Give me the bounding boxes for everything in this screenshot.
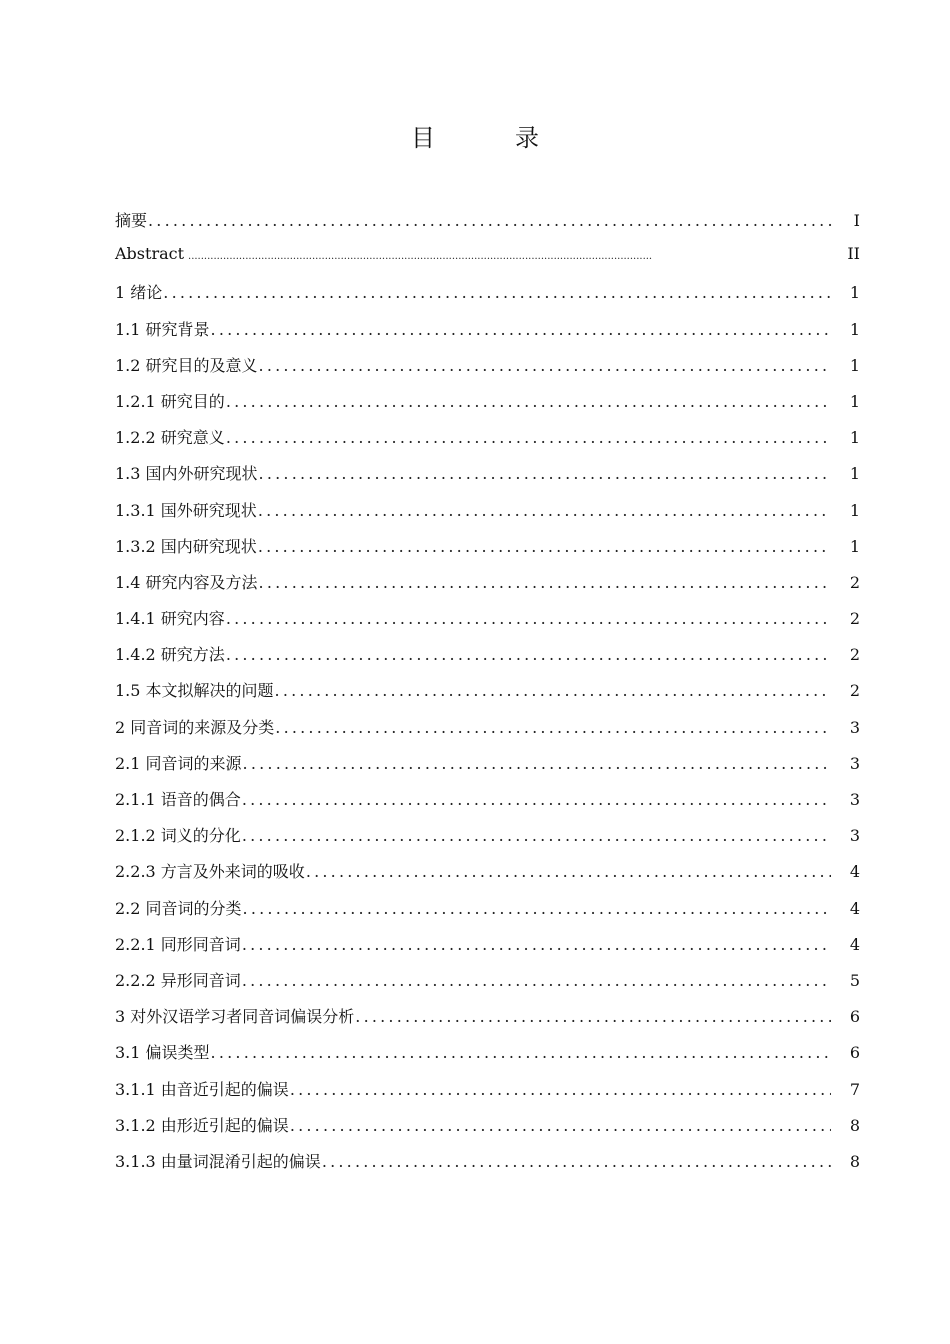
toc-entry-label: 1.3.1 国外研究现状: [115, 500, 257, 520]
toc-entry[interactable]: [115, 1040, 860, 1076]
dot-leader: [188, 251, 834, 262]
toc-list: [115, 208, 860, 1185]
toc-entry-page: 8: [849, 1151, 860, 1171]
dot-leader: [322, 1152, 831, 1171]
toc-entry[interactable]: [115, 642, 860, 678]
toc-entry-page: 2: [849, 645, 860, 665]
toc-entry-label: 2.1.2 词义的分化: [115, 826, 241, 846]
toc-entry[interactable]: [115, 208, 860, 244]
dot-leader: [242, 971, 831, 990]
toc-entry-label: 2.1 同音词的来源: [115, 753, 242, 773]
toc-entry-label: 1.2 研究目的及意义: [115, 355, 258, 375]
toc-entry-page: 1: [849, 283, 860, 303]
dot-leader: [258, 501, 831, 520]
toc-entry-page: 2: [849, 609, 860, 629]
toc-title: 目 录: [411, 124, 567, 152]
toc-entry[interactable]: [115, 1149, 860, 1185]
toc-entry-page: 4: [849, 862, 860, 882]
toc-entry[interactable]: [115, 570, 860, 606]
dot-leader: [242, 790, 831, 809]
toc-entry-label: 1.2.1 研究目的: [115, 391, 225, 411]
toc-entry-label: 1.5 本文拟解决的问题: [115, 681, 274, 701]
toc-entry-page: 1: [849, 428, 860, 448]
toc-entry-label: 1.4 研究内容及方法: [115, 572, 258, 592]
toc-entry-label: 3.1.1 由音近引起的偏误: [115, 1079, 289, 1099]
toc-entry-label: 1 绪论: [115, 283, 163, 303]
dot-leader: [243, 754, 831, 773]
toc-entry[interactable]: [115, 280, 860, 316]
toc-entry-label: 1.4.2 研究方法: [115, 645, 225, 665]
toc-entry-label: 1.4.1 研究内容: [115, 609, 225, 629]
dot-leader: [163, 283, 831, 302]
toc-entry-page: 4: [849, 934, 860, 954]
toc-entry-label: 1.1 研究背景: [115, 319, 210, 339]
toc-entry-label: 2.2.3 方言及外来词的吸收: [115, 862, 305, 882]
dot-leader: [275, 718, 831, 737]
toc-entry[interactable]: [115, 498, 860, 534]
toc-entry[interactable]: [115, 787, 860, 823]
toc-entry-page: 1: [849, 536, 860, 556]
toc-entry[interactable]: [115, 751, 860, 787]
toc-entry[interactable]: [115, 1077, 860, 1113]
dot-leader: [259, 356, 831, 375]
toc-entry[interactable]: [115, 1113, 860, 1149]
toc-entry-label: 2.2.2 异形同音词: [115, 970, 241, 990]
toc-entry-page: 2: [849, 681, 860, 701]
dot-leader: [306, 862, 831, 881]
toc-entry-label: 2.2.1 同形同音词: [115, 934, 241, 954]
toc-entry-label: 3.1.2 由形近引起的偏误: [115, 1115, 289, 1135]
toc-entry-label: 1.2.2 研究意义: [115, 428, 225, 448]
toc-entry[interactable]: [115, 606, 860, 642]
toc-entry-page: 1: [849, 500, 860, 520]
dot-leader: [242, 935, 831, 954]
dot-leader: [259, 573, 831, 592]
toc-entry[interactable]: [115, 678, 860, 714]
toc-entry[interactable]: [115, 244, 860, 280]
toc-entry-label: 2.2 同音词的分类: [115, 898, 242, 918]
toc-entry[interactable]: [115, 317, 860, 353]
dot-leader: [226, 392, 831, 411]
toc-entry[interactable]: [115, 823, 860, 859]
toc-entry[interactable]: [115, 534, 860, 570]
toc-entry[interactable]: [115, 1004, 860, 1040]
toc-entry-page: 2: [849, 572, 860, 592]
toc-entry[interactable]: [115, 896, 860, 932]
toc-entry-page: II: [847, 244, 860, 264]
toc-entry-label: 3 对外汉语学习者同音词偏误分析: [115, 1007, 355, 1027]
toc-entry[interactable]: [115, 353, 860, 389]
toc-entry-page: 1: [849, 319, 860, 339]
toc-entry-page: 6: [849, 1007, 860, 1027]
toc-entry-label: Abstract: [115, 244, 185, 264]
toc-entry-page: 3: [849, 717, 860, 737]
toc-entry-page: 4: [849, 898, 860, 918]
dot-leader: [226, 645, 831, 664]
toc-entry[interactable]: [115, 932, 860, 968]
toc-entry-page: 3: [849, 753, 860, 773]
dot-leader: [226, 428, 831, 447]
toc-entry[interactable]: [115, 389, 860, 425]
toc-entry-page: 3: [849, 826, 860, 846]
toc-entry-page: 1: [849, 391, 860, 411]
dot-leader: [211, 320, 831, 339]
toc-entry-label: 2.1.1 语音的偶合: [115, 790, 241, 809]
dot-leader: [243, 899, 831, 918]
toc-entry-page: 1: [849, 464, 860, 484]
toc-entry-label: 2 同音词的来源及分类: [115, 717, 275, 737]
toc-entry-label: 1.3 国内外研究现状: [115, 464, 258, 484]
dot-leader: [258, 537, 831, 556]
dot-leader: [242, 826, 831, 845]
toc-entry[interactable]: [115, 859, 860, 895]
toc-entry-page: 3: [849, 790, 860, 809]
toc-entry-page: 6: [849, 1043, 860, 1063]
toc-entry-label: 3.1 偏误类型: [115, 1043, 210, 1063]
toc-entry-page: 5: [849, 970, 860, 990]
dot-leader: [259, 464, 831, 483]
toc-entry-page: 8: [849, 1115, 860, 1135]
dot-leader: [355, 1007, 831, 1026]
toc-entry-label: 摘要: [115, 211, 148, 230]
toc-entry-page: 7: [849, 1079, 860, 1099]
toc-entry[interactable]: [115, 425, 860, 461]
dot-leader: [275, 681, 831, 700]
toc-entry[interactable]: [115, 461, 860, 497]
dot-leader: [290, 1080, 831, 1099]
toc-entry[interactable]: [115, 968, 860, 1004]
toc-entry[interactable]: [115, 715, 860, 751]
toc-entry-label: 3.1.3 由量词混淆引起的偏误: [115, 1151, 321, 1171]
dot-leader: [226, 609, 831, 628]
toc-entry-page: I: [853, 211, 860, 230]
dot-leader: [148, 211, 834, 230]
dot-leader: [290, 1116, 831, 1135]
dot-leader: [211, 1043, 831, 1062]
toc-entry-page: 1: [849, 355, 860, 375]
toc-entry-label: 1.3.2 国内研究现状: [115, 536, 257, 556]
